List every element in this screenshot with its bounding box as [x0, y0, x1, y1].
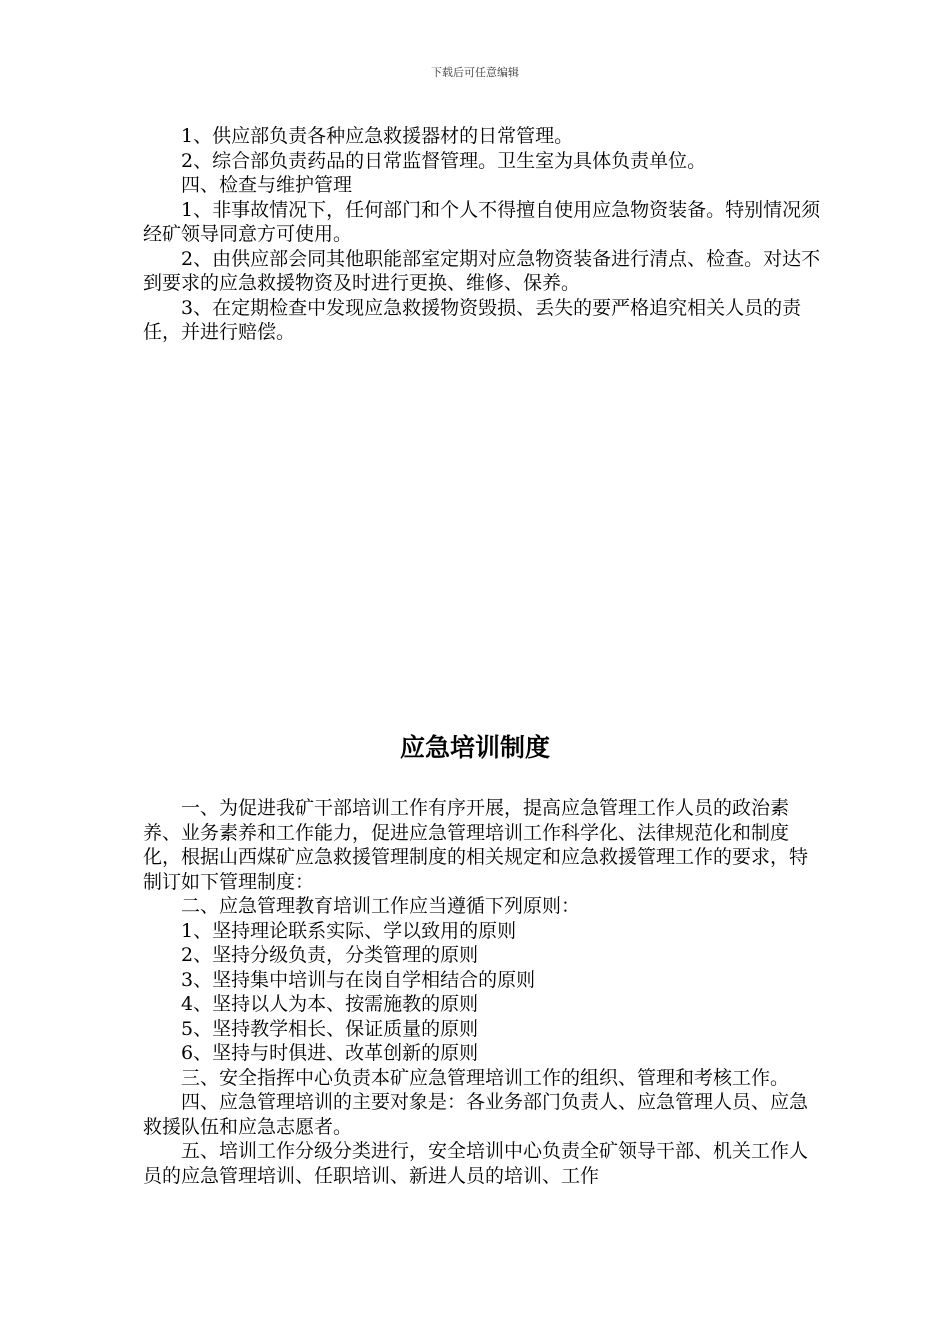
section-heading: 四、检查与维护管理	[181, 174, 353, 196]
paragraph: 2、综合部负责药品的日常监督管理。卫生室为具体负责单位。	[181, 149, 707, 172]
paragraph: 1、非事故情况下，任何部门和个人不得擅自使用应急物资装备。特别情况须经矿领导同意方可使用。	[143, 198, 821, 245]
paragraph: 一、为促进我矿干部培训工作有序开展，提高应急管理工作人员的政治素养、业务素养和工作能力，促进应急管理培训工作科学化、法律规范化和制度化，根据山西煤矿应急救援管理制度的相关规定和应急救援管理工作的要求，特制订如下管理制度：	[143, 797, 809, 893]
list-item: 4、坚持以人为本、按需施教的原则	[181, 993, 479, 1015]
paragraph: 四、应急管理培训的主要对象是：各业务部门负责人、应急管理人员、应急救援队伍和应急志愿者。	[143, 1091, 809, 1138]
list-item: 2、坚持分级负责，分类管理的原则	[181, 944, 479, 966]
list-item: 1、坚持理论联系实际、学以致用的原则	[181, 919, 517, 942]
paragraph: 二、应急管理教育培训工作应当遵循下列原则：	[181, 895, 581, 917]
paragraph: 2、由供应部会同其他职能部室定期对应急物资装备进行清点、检查。对达不到要求的应急救援物资及时进行更换、维修、保养。	[143, 247, 821, 294]
paragraph: 五、培训工作分级分类进行，安全培训中心负责全矿领导干部、机关工作人员的应急管理培训、任职培训、新进人员的培训、工作	[143, 1140, 809, 1187]
page-header: 下载后可任意编辑	[431, 66, 519, 79]
list-item: 6、坚持与时俱进、改革创新的原则	[181, 1042, 479, 1064]
section-training-system	[143, 796, 823, 1188]
list-item: 5、坚持教学相长、保证质量的原则	[181, 1017, 479, 1040]
section-material-management	[143, 124, 823, 345]
paragraph: 3、在定期检查中发现应急救援物资毁损、丢失的要严格追究相关人员的责任，并进行赔偿。	[143, 296, 802, 343]
document-title: 应急培训制度	[399, 733, 550, 762]
paragraph: 1、供应部负责各种应急救援器材的日常管理。	[181, 125, 574, 147]
paragraph: 三、安全指挥中心负责本矿应急管理培训工作的组织、管理和考核工作。	[181, 1066, 790, 1089]
list-item: 3、坚持集中培训与在岗自学相结合的原则	[181, 968, 536, 991]
